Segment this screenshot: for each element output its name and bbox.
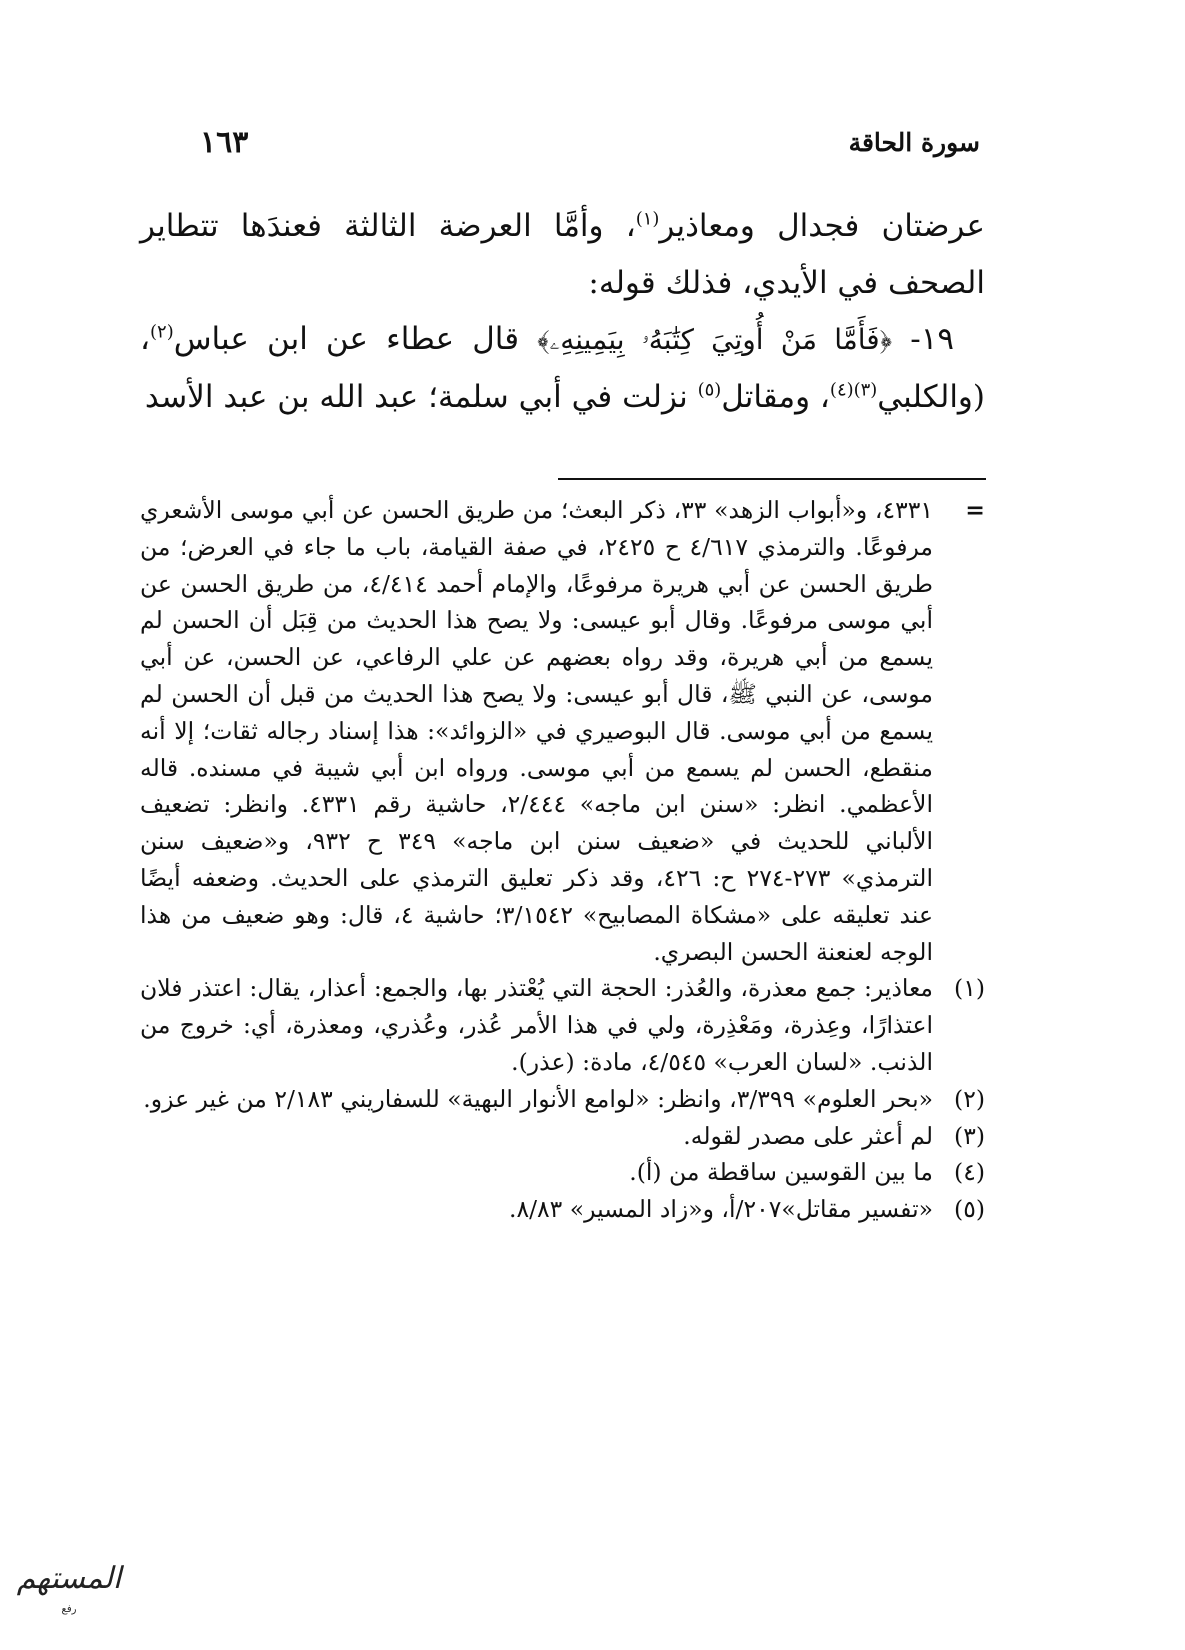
footnote-2 (140, 1081, 985, 1118)
footnote-number: (٥) (954, 1195, 985, 1224)
watermark-logo-subtext: رفع (61, 1604, 77, 1615)
quran-verse: ﴿فَأَمَّا مَنْ أُوتِيَ كِتَٰبَهُۥ بِيَمِينِهِۦ﴾ (537, 323, 893, 356)
watermark-logo-text: المستهم (16, 1561, 122, 1596)
footnote-text: ما بين القوسين ساقطة من (أ). (629, 1158, 933, 1187)
footnote-continuation (140, 492, 985, 970)
footnote-3 (140, 1118, 985, 1155)
footnote-separator (558, 478, 986, 480)
footnote-text: معاذير: جمع معذرة، والعُذر: الحجة التي يُعْتذر بها، والجمع: أعذار، يقال: اعتذر فلان اعتذارًا، وعِذرة، ومَعْذِرة، ولي في هذا الأمر عُذر، وعُذري، ومعذرة، أي: خروج من الذنب. «لسان العرب» ٤/٥٤٥، مادة: (عذر). (140, 974, 933, 1076)
footnote-ref-1: (١) (635, 208, 660, 230)
footnote-ref-2: (٢) (150, 321, 174, 343)
footnote-1 (140, 970, 985, 1080)
continuation-mark: = (965, 496, 985, 524)
main-text-segment: قال عطاء عن ابن عباس (173, 321, 520, 357)
watermark-logo (14, 1555, 124, 1633)
main-text-segment: ، ومقاتل (721, 378, 830, 415)
footnote-5 (140, 1191, 985, 1228)
footnote-number: (١) (954, 974, 985, 1003)
footnote-number: (٤) (954, 1158, 985, 1187)
page-number: ١٦٣ (200, 124, 249, 160)
verse-number: ١٩- (910, 321, 955, 357)
footnote-text: «بحر العلوم» ٣/٣٩٩، وانظر: «لوامع الأنوار البهية» للسفاريني ٢/١٨٣ من غير عزو. (143, 1084, 933, 1113)
footnote-text: «تفسير مقاتل»٢٠٧/أ، و«زاد المسير» ٨/٨٣. (509, 1195, 933, 1224)
main-paragraph-1 (140, 198, 985, 311)
footnote-number: (٢) (954, 1084, 985, 1113)
footnote-ref-5: (٥) (697, 379, 722, 401)
main-text (140, 198, 985, 425)
footnote-number: (٣) (954, 1121, 985, 1150)
footnote-text: لم أعثر على مصدر لقوله. (683, 1121, 933, 1150)
continuation-text: ٤٣٣١، و«أبواب الزهد» ٣٣، ذكر البعث؛ من طريق الحسن عن أبي موسى الأشعري مرفوعًا. والترمذي ٤/٦١٧ ح ٢٤٢٥، في صفة القيامة، باب ما جاء في العرض؛ من طريق الحسن عن أبي هريرة مرفوعًا، والإمام أحمد ٤/٤١٤، من طريق الحسن عن أبي موسى مرفوعًا. وقال أبو عيسى: ولا يصح هذا الحديث من قِبَل أن الحسن لم يسمع من أبي هريرة، وقد رواه بعضهم عن علي الرفاعي، عن الحسن، عن أبي موسى، عن النبي ﷺ، قال أبو عيسى: ولا يصح هذا الحديث من قبل أن الحسن لم يسمع من أبي موسى. قال البوصيري في «الزوائد»: هذا إسناد رجاله ثقات؛ إلا أنه منقطع، الحسن لم يسمع من أبي موسى. ورواه ابن أبي شيبة في مسنده. قاله الأعظمي. انظر: «سنن ابن ماجه» ٢/٤٤٤، حاشية رقم ٤٣٣١. وانظر: تضعيف الألباني للحديث في «ضعيف سنن ابن ماجه» ٣٤٩ ح ٩٣٢، و«ضعيف سنن الترمذي» ٢٧٣-٢٧٤ ح: ٤٢٦، وقد ذكر تعليق الترمذي على الحديث. وضعفه أيضًا عند تعليقه على «مشكاة المصابيح» ٣/١٥٤٢؛ حاشية ٤، قال: وهو ضعيف من هذا الوجه لعنعنة الحسن البصري. (140, 496, 934, 966)
main-text-segment: ، (والكلبي (140, 321, 985, 415)
main-paragraph-2 (140, 311, 985, 425)
main-text-segment: عرضتان فجدال ومعاذير (659, 208, 986, 244)
main-text-segment: نزلت في أبي سلمة؛ عبد الله بن عبد الأسد (144, 378, 688, 415)
footnote-ref-3-4: (٣)(٤) (829, 379, 878, 401)
footnotes (140, 492, 985, 1228)
surah-title: سورة الحاقة (848, 127, 980, 157)
main-text-segment: ، وأمَّا العرضة الثالثة فعندَها تتطاير الصحف في الأيدي، فذلك قوله: (140, 208, 985, 301)
footnote-4 (140, 1154, 985, 1191)
page-header (200, 122, 980, 162)
